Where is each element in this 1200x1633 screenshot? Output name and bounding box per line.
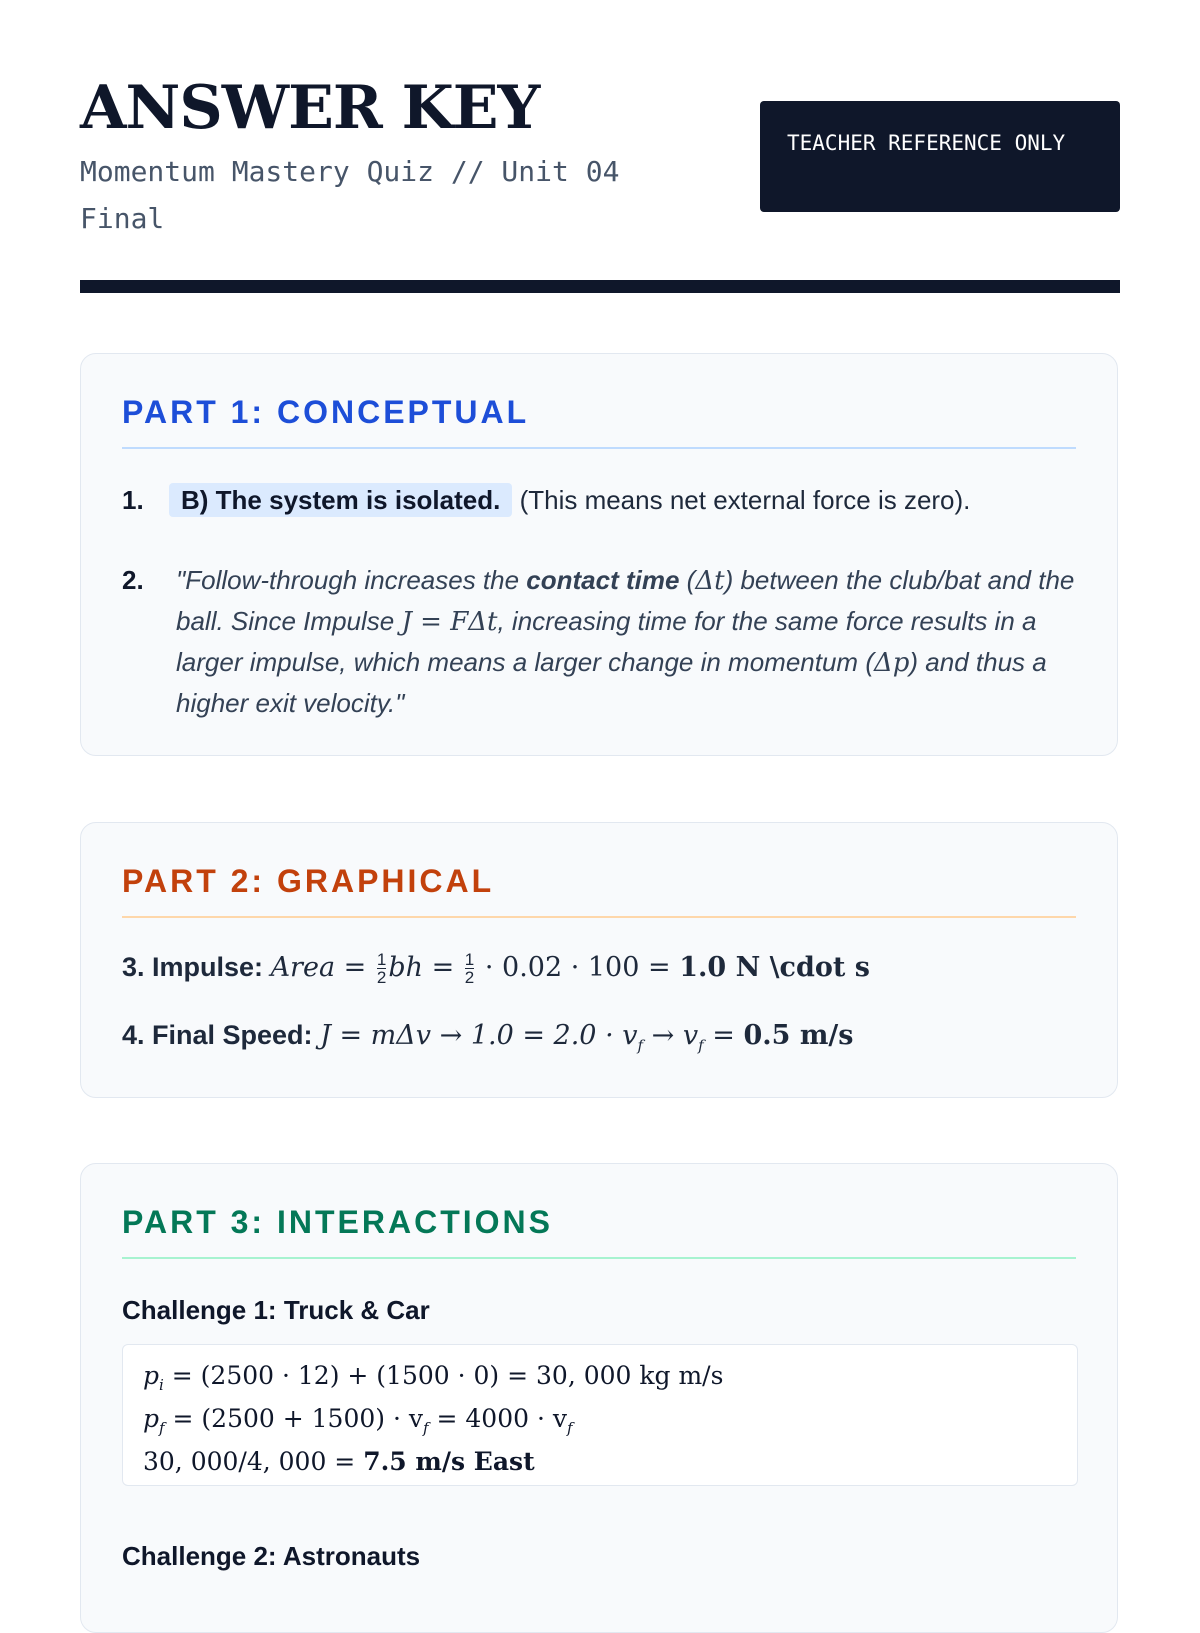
question-1-note: (This means net external force is zero). [519,485,971,515]
q2-text-3: ) between the club/bat and the ball. Since Impulse [176,565,1075,636]
q3-fraction-1 [377,951,386,986]
question-1-answer: B) The system is isolated. [169,483,512,517]
header [80,0,1120,296]
q3-frac-num: 1 [376,950,387,970]
calc-line-1 [143,1359,1077,1402]
q2-math-delta-p: Δp [873,648,910,678]
header-divider [80,280,1120,293]
calc-line-3-result: 7.5 m/s East [363,1447,535,1476]
question-2-answer [176,560,1076,723]
q3-area: Area [270,952,336,983]
calc-line-2-mid: = 4000 · v [428,1404,567,1433]
calc-line-3-rest: 30, 000/4, 000 = [143,1447,364,1476]
part1-heading: PART 1: CONCEPTUAL [122,394,1076,449]
q3-product: · 0.02 · 100 = [476,952,680,983]
challenge-1-calculation [122,1344,1078,1486]
question-1 [122,480,1076,520]
question-1-number: 1. [122,485,144,515]
question-4 [122,1015,1076,1065]
calc-line-3 [143,1445,1077,1478]
question-4-label: 4. Final Speed: [122,1020,313,1050]
part2-heading: PART 2: GRAPHICAL [122,863,1076,918]
teacher-reference-badge: TEACHER REFERENCE ONLY [760,101,1120,212]
q3-bh: bh [388,952,423,983]
q4-result: 0.5 m/s [743,1020,854,1051]
challenge-2-title: Challenge 2: Astronauts [122,1541,421,1571]
q3-equals-1: = [335,952,375,983]
part1-card [80,353,1118,756]
q2-math-impulse: J = FΔt [401,607,498,637]
q3-frac2-num: 1 [464,950,475,970]
q2-text-4: , increasing time for the same force results in a larger impulse, which means a larger change in momentum ( [176,606,1037,677]
q2-text-1: "Follow-through increases the [176,565,527,595]
q2-text-2: ( [679,565,696,595]
calc-sub-f-2: f [422,1419,429,1437]
question-2-number: 2. [122,565,144,595]
part3-heading: PART 3: INTERACTIONS [122,1204,1076,1259]
challenge-1-title: Challenge 1: Truck & Car [122,1295,430,1325]
calc-p-i: p [143,1361,160,1390]
q4-arrow-vf: → v [643,1020,699,1051]
q3-equals-2: = [423,952,463,983]
q4-sub-f-1: f [637,1036,644,1055]
calc-line-2-rest: = (2500 + 1500) · v [164,1404,423,1433]
page-title: ANSWER KEY [80,73,540,143]
q2-bold-contact-time: contact time [526,565,680,595]
calc-sub-f-3: f [566,1419,573,1437]
q4-expression: J = mΔv → 1.0 = 2.0 · v [320,1020,638,1051]
q4-equals: = [703,1020,744,1051]
calc-sub-f-1: f [159,1419,165,1437]
q3-frac-den: 2 [376,968,387,988]
question-3 [122,947,1076,988]
q2-text-5: ) and thus a higher exit velocity." [176,647,1047,718]
part2-card [80,822,1118,1098]
q3-frac2-den: 2 [464,968,475,988]
q2-math-delta-t: Δt [695,566,725,596]
calc-sub-i: i [159,1376,164,1394]
q4-sub-f-2: f [698,1036,704,1055]
calc-p-f: p [143,1404,160,1433]
question-3-label: 3. Impulse: [122,952,264,982]
part3-card [80,1163,1118,1633]
calc-line-2 [143,1402,1077,1445]
q3-result: 1.0 N \cdot s [679,952,870,983]
page-subtitle: Momentum Mastery Quiz // Unit 04 Final [80,155,620,235]
calc-line-1-rest: = (2500 · 12) + (1500 · 0) = 30, 000 kg m/s [163,1361,724,1390]
q3-fraction-2 [465,951,474,986]
